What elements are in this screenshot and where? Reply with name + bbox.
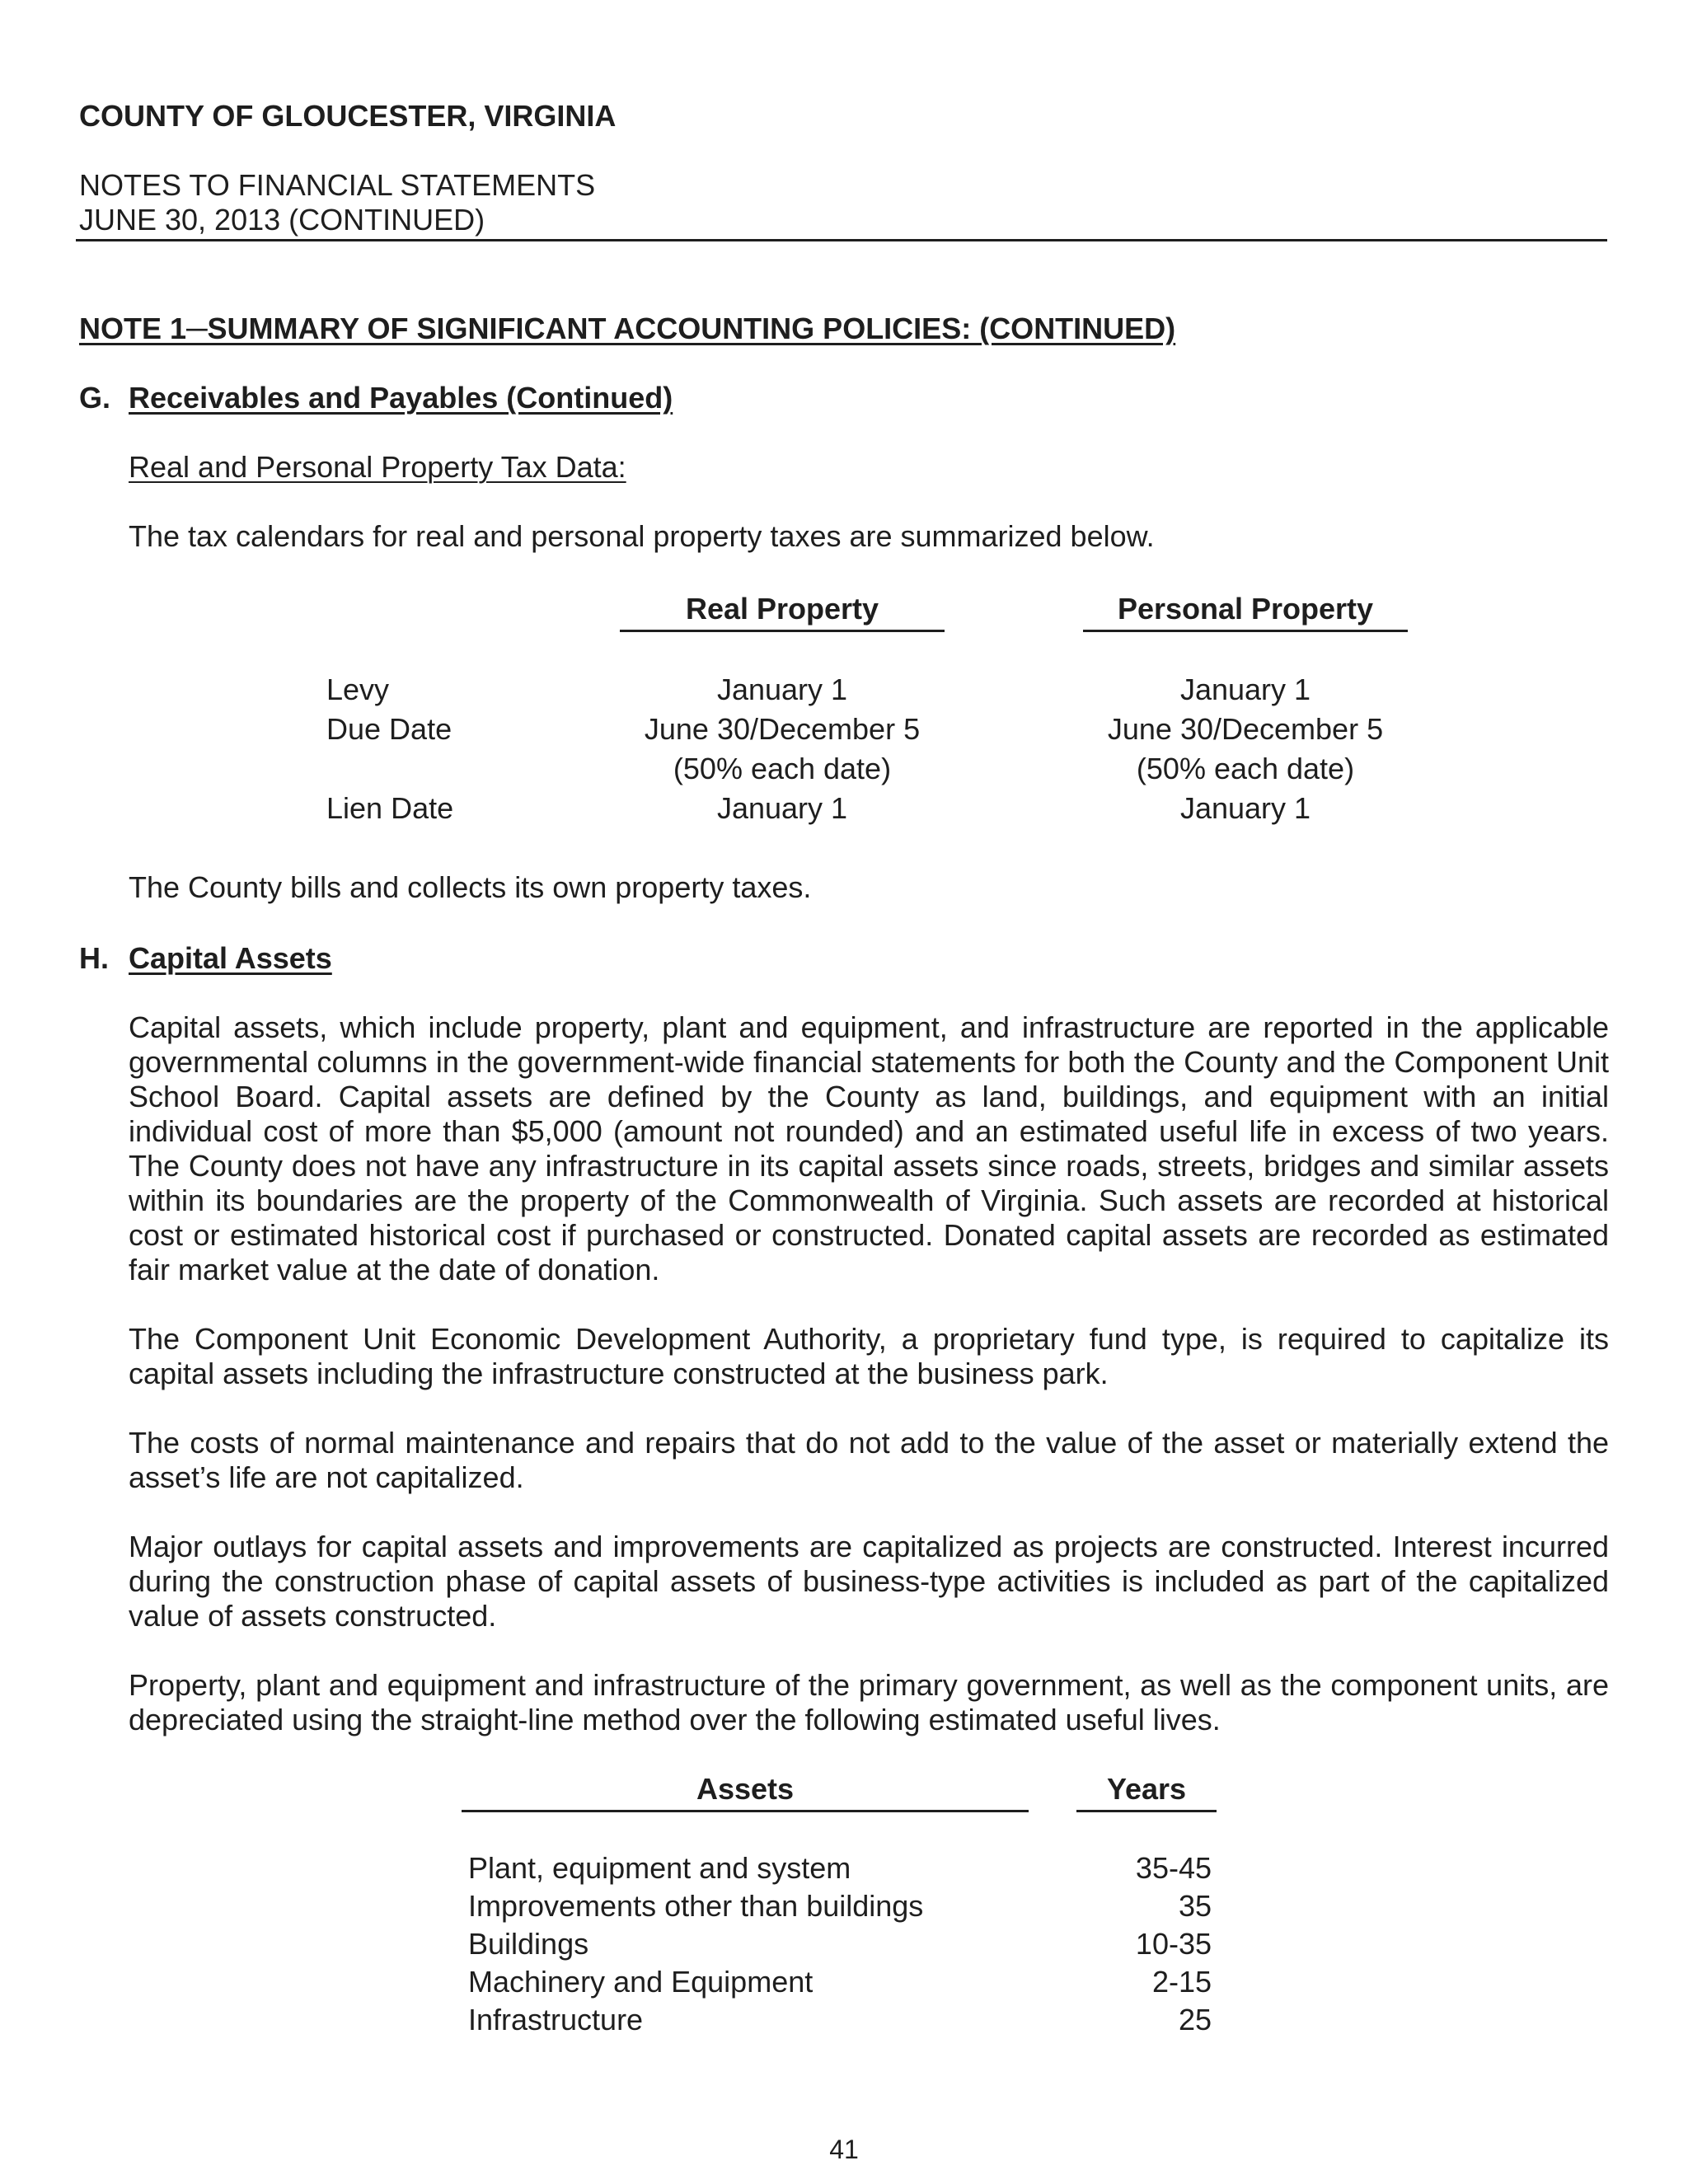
cell-personal: January 1 [1179,673,1311,706]
section-h-title: Capital Assets [129,941,332,975]
cell-real: (50% each date) [673,752,892,785]
section-h-letter: H. [79,941,109,975]
asset-years: 2-15 [1151,1965,1212,1999]
asset-name: Buildings [468,1927,589,1961]
row-label: Levy [326,673,390,706]
col-header-personal-property: Personal Property [1117,592,1374,626]
page-number: 41 [829,2135,859,2164]
cell-real: January 1 [716,673,848,706]
document-title: NOTES TO FINANCIAL STATEMENTS [79,168,596,202]
header-rule [76,239,1607,241]
col-header-real-property: Real Property [685,592,879,626]
col-rule-real-property [620,630,945,632]
row-label: Due Date [326,712,452,746]
cell-real: June 30/December 5 [644,712,921,746]
entity-name: COUNTY OF GLOUCESTER, VIRGINIA [79,99,617,133]
section-g-letter: G. [79,381,111,415]
asset-years: 35-45 [1135,1851,1212,1885]
asset-years: 25 [1178,2003,1212,2036]
section-g-subtitle: Real and Personal Property Tax Data: [129,450,626,484]
section-g-intro: The tax calendars for real and personal property taxes are summarized below. [129,519,1155,553]
col-rule-years [1076,1810,1217,1812]
cell-personal: (50% each date) [1136,752,1355,785]
section-g-closing: The County bills and collects its own property taxes. [129,870,812,904]
asset-name: Improvements other than buildings [468,1889,924,1923]
col-rule-personal-property [1083,630,1408,632]
asset-name: Machinery and Equipment [468,1965,814,1999]
asset-name: Infrastructure [468,2003,644,2036]
paragraph-depreciation: Property, plant and equipment and infrastructure of the primary government, as well as the component units, are depreciated using the straight-line method over the following estimated useful lives. [129,1668,1609,1736]
col-header-assets: Assets [696,1772,795,1806]
asset-years: 35 [1178,1889,1212,1923]
asset-name: Plant, equipment and system [468,1851,851,1885]
document-date: JUNE 30, 2013 (CONTINUED) [79,203,485,237]
row-label: Lien Date [326,791,454,825]
paragraph-capital-assets-definition: Capital assets, which include property, plant and equipment, and infrastructure are reported in the applicable governmental columns in the government-wide financial statements for both the County and the Component Unit School Board. Capital assets are defined by the County as land, buildings, and equipment with an initial individual cost of more than $5,000 (amount not rounded) and an estimated useful life in excess of two years. The County does not have any infrastructure in its capital assets since roads, streets, bridges and similar assets within its boundaries are the property of the Commonwealth of Virginia. Such assets are recorded at historical cost or estimated historical cost if purchased or constructed. Donated capital assets are recorded as estimated fair market value at the date of donation. [129,1010,1609,1286]
asset-years: 10-35 [1135,1927,1212,1961]
paragraph-maintenance-costs: The costs of normal maintenance and repairs that do not add to the value of the asset or materially extend the asset’s life are not capitalized. [129,1426,1609,1494]
paragraph-major-outlays: Major outlays for capital assets and improvements are capitalized as projects are constructed. Interest incurred during the construction phase of capital assets of business-type activities is included as part of the capitalized value of assets constructed. [129,1530,1609,1633]
cell-real: January 1 [716,791,848,825]
paragraph-eda-capitalization: The Component Unit Economic Development Authority, a proprietary fund type, is required to capitalize its capital assets including the infrastructure constructed at the business park. [129,1322,1609,1390]
cell-personal: June 30/December 5 [1107,712,1384,746]
col-header-years: Years [1106,1772,1187,1806]
note-title: NOTE 1─SUMMARY OF SIGNIFICANT ACCOUNTING POLICIES: (CONTINUED) [79,312,1176,345]
cell-personal: January 1 [1179,791,1311,825]
col-rule-assets [462,1810,1029,1812]
section-g-title: Receivables and Payables (Continued) [129,381,673,415]
